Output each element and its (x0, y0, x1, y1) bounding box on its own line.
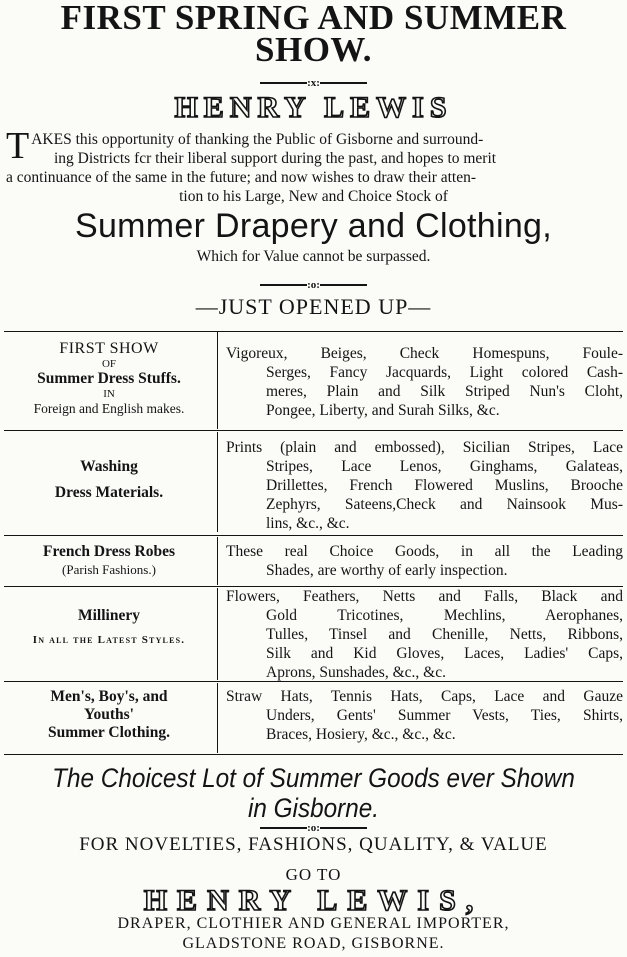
category-name: Summer Dress Stuffs. (37, 370, 181, 387)
ornament-divider-2 (0, 279, 627, 291)
category-cell (4, 458, 214, 502)
table-rule (4, 754, 623, 755)
drop-cap: T (6, 125, 30, 167)
description-line: Tulles, Tinsel and Chenille, Netts, Ribbons, (266, 626, 623, 643)
description-line: Shades, are worthy of early inspection. (266, 562, 508, 579)
address-line: GLADSTONE ROAD, GISBORNE. (182, 935, 445, 952)
description-line: Zephyrs, Sateens,Check and Nainsook Mus- (266, 496, 623, 513)
category-name: Millinery (78, 607, 140, 624)
table-rule (4, 535, 623, 536)
description-cell (226, 587, 623, 682)
table-row (4, 588, 623, 680)
description-cell (226, 687, 623, 744)
category-note: (Parish Fashions.) (62, 562, 156, 577)
category-note: In all the Latest Styles. (32, 634, 186, 646)
ornament-text-3: :o: (307, 822, 320, 835)
column-divider (217, 331, 218, 429)
trade-line: DRAPER, CLOTHIER AND GENERAL IMPORTER, (117, 915, 510, 932)
category-cell (4, 340, 214, 418)
choicest-slogan (31, 763, 595, 823)
category-name: Dress Materials. (54, 484, 164, 501)
novelties-line: FOR NOVELTIES, FASHIONS, QUALITY, & VALUE (79, 834, 548, 855)
intro-line4: tion to his Large, New and Choice Stock of (179, 188, 448, 205)
description-line: Braces, Hosiery, &c., &c., &c. (266, 726, 456, 743)
description-line: These real Choice Goods, in all the Leading (226, 543, 623, 560)
intro-line1: AKES this opportunity of thanking the Public of Gisborne and surround- (31, 131, 484, 148)
headline: Summer Drapery and Clothing, (74, 207, 553, 245)
choicest-line1: The Choicest Lot of Summer Goods ever Shown (52, 763, 575, 793)
category-name: Men's, Boy's, and (50, 688, 168, 705)
description-line: Serges, Fancy Jacquards, Light colored Cash- (266, 364, 623, 381)
category-cell (4, 543, 214, 579)
ad-title-line2: SHOW. (255, 30, 372, 69)
ad-title-line1: FIRST SPRING AND SUMMER (60, 0, 567, 37)
category-title: FIRST SHOW (59, 340, 159, 357)
description-cell (226, 344, 623, 420)
value-line: Which for Value cannot be surpassed. (196, 248, 431, 265)
description-line: Straw Hats, Tennis Hats, Caps, Lace and Gauze (226, 688, 623, 705)
description-line: Pongee, Liberty, and Surah Silks, &c. (266, 402, 500, 419)
description-line: Prints (plain and embossed), Sicilian Stripes, Lace (226, 439, 623, 456)
description-line: Drillettes, French Flowered Muslins, Brooche (266, 477, 623, 494)
category-name: French Dress Robes (42, 543, 176, 560)
category-word: OF (101, 358, 117, 370)
description-line: Unders, Gents' Summer Vests, Ties, Shirts, (266, 707, 623, 724)
description-line: lins, &c., &c. (266, 515, 350, 532)
category-name: Summer Clothing. (47, 724, 170, 741)
table-row (4, 331, 623, 429)
category-name: Youths' (84, 706, 134, 723)
category-cell (4, 688, 214, 742)
column-divider (217, 588, 218, 680)
just-opened-heading: —JUST OPENED UP— (195, 294, 432, 319)
ornament-text: :x: (307, 77, 320, 90)
description-line: Stripes, Lace Lenos, Ginghams, Galateas, (266, 458, 623, 475)
description-line: Vigoreux, Beiges, Check Homespuns, Foule- (226, 345, 623, 362)
description-cell (226, 438, 623, 533)
column-divider (217, 537, 218, 585)
column-divider (217, 432, 218, 532)
merchant-name: HENRY LEWIS (174, 91, 453, 124)
table-row (4, 537, 623, 585)
table-row (4, 683, 623, 753)
choicest-line2: in Gisborne. (247, 793, 380, 823)
intro-line2: ing Districts fcr their liberal support during the past, and hopes to merit (54, 150, 497, 167)
footer-merchant-name: HENRY LEWIS, (143, 884, 484, 917)
ornament-text-2: :o: (307, 279, 320, 292)
intro-paragraph (6, 125, 621, 206)
category-name: Washing (80, 458, 138, 475)
table-row (4, 432, 623, 532)
intro-line3: a continuance of the same in the future; and now wishes to draw their atten- (6, 169, 477, 186)
description-line: Gold Tricotines, Mechlins, Aerophanes, (266, 607, 623, 624)
table-rule (4, 430, 623, 431)
description-line: Silk and Kid Gloves, Laces, Ladies' Caps, (266, 645, 623, 662)
category-cell (4, 607, 214, 649)
description-line: meres, Plain and Silk Striped Nun's Cloht, (266, 383, 623, 400)
description-cell (226, 542, 623, 580)
column-divider (217, 683, 218, 753)
description-line: Flowers, Feathers, Netts and Falls, Black and (226, 588, 623, 605)
go-to-line: GO TO (285, 865, 342, 884)
category-note: Foreign and English makes. (33, 401, 185, 416)
category-word: IN (103, 388, 115, 400)
table-rule (4, 681, 623, 682)
description-line: Aprons, Sunshades, &c., &c. (266, 664, 446, 681)
ornament-divider (0, 77, 627, 89)
